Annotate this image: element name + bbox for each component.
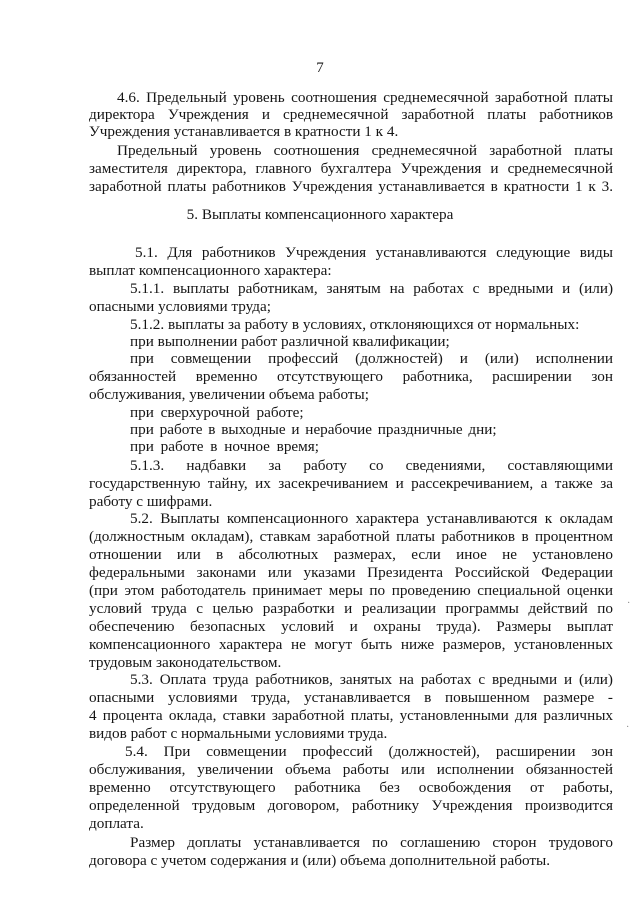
- text-line: 5.1.1. выплаты работникам, занятым на работах с вредными и (или): [130, 280, 613, 297]
- text-line: опасными условиями труда;: [89, 298, 271, 315]
- text-line: видов работ с нормальными условиями труда.: [89, 725, 388, 742]
- text-line: директора Учреждения и среднемесячной заработной платы работников: [89, 106, 613, 123]
- text-line: (при этом работодатель принимает меры по проведению специальной оценки: [89, 582, 613, 599]
- text-line: 5.2. Выплаты компенсационного характера устанавливаются к окладам: [130, 510, 613, 527]
- text-line: заместителя директора, главного бухгалтера Учреждения и среднемесячной: [89, 160, 613, 177]
- text-line: заработной платы работников Учреждения устанавливается в кратности 1 к 3.: [89, 178, 613, 195]
- text-line: 5.1. Для работников Учреждения устанавливаются следующие виды: [135, 244, 613, 261]
- text-line: при работе в выходные и нерабочие праздничные дни;: [130, 421, 497, 438]
- text-line: 4 процента оклада, ставки заработной платы, установленными для различных: [89, 707, 613, 724]
- text-line: 5.1.2. выплаты за работу в условиях, отклоняющихся от нормальных:: [130, 316, 580, 333]
- text-line: 4.6. Предельный уровень соотношения среднемесячной заработной платы: [117, 89, 613, 106]
- text-line: 5.3. Оплата труда работников, занятых на работах с вредными и (или): [130, 671, 613, 688]
- text-line: доплата.: [89, 815, 144, 832]
- text-line: трудовым законодательством.: [89, 654, 282, 671]
- text-line: работу с шифрами.: [89, 493, 213, 510]
- text-line: при выполнении работ различной квалификации;: [130, 333, 450, 350]
- text-line: Размер доплаты устанавливается по соглашению сторон трудового: [130, 834, 613, 851]
- text-line: при совмещении профессий (должностей) и (или) исполнении: [130, 350, 613, 367]
- scan-speck: ·: [626, 722, 630, 733]
- text-line: обслуживания, увеличении объема работы;: [89, 386, 369, 403]
- text-line: при сверхурочной работе;: [130, 404, 304, 421]
- text-line: определенной трудовым договором, работнику Учреждения производится: [89, 797, 613, 814]
- text-line: 5.1.3. надбавки за работу со сведениями, составляющими: [130, 457, 613, 474]
- text-line: (должностным окладам), ставкам заработной платы работников в процентном: [89, 528, 613, 545]
- text-line: при работе в ночное время;: [130, 438, 319, 455]
- text-line: государственную тайну, их засекречиванием и рассекречиванием, а также за: [89, 475, 613, 492]
- text-line: обязанностей временно отсутствующего работника, расширении зон: [89, 368, 613, 385]
- section-heading: 5. Выплаты компенсационного характера: [186, 206, 454, 223]
- text-line: Предельный уровень соотношения среднемесячной заработной платы: [117, 142, 613, 159]
- text-line: федеральными законами или указами Президента Российской Федерации: [89, 564, 613, 581]
- text-line: обслуживания, увеличении объема работы или исполнении обязанностей: [89, 761, 613, 778]
- text-line: Учреждения устанавливается в кратности 1 к 4.: [89, 123, 399, 140]
- text-line: отношении или в абсолютных размерах, если иное не установлено: [89, 546, 613, 563]
- page-number: 7: [316, 60, 324, 76]
- text-line: выплат компенсационного характера:: [89, 262, 332, 279]
- text-line: опасными условиями труда, устанавливается в повышенном размере -: [89, 689, 613, 706]
- text-line: компенсационного характера не могут быть ниже размеров, установленных: [89, 636, 613, 653]
- text-line: временно отсутствующего работника без освобождения от работы,: [89, 779, 613, 796]
- text-line: договора с учетом содержания и (или) объема дополнительной работы.: [89, 852, 550, 869]
- text-line: условий труда с целью разработки и реализации программы действий по: [89, 600, 613, 617]
- scan-speck: ·: [627, 598, 631, 609]
- text-line: обеспечению безопасных условий и охраны труда). Размеры выплат: [89, 618, 613, 635]
- text-line: 5.4. При совмещении профессий (должностей), расширении зон: [125, 743, 613, 760]
